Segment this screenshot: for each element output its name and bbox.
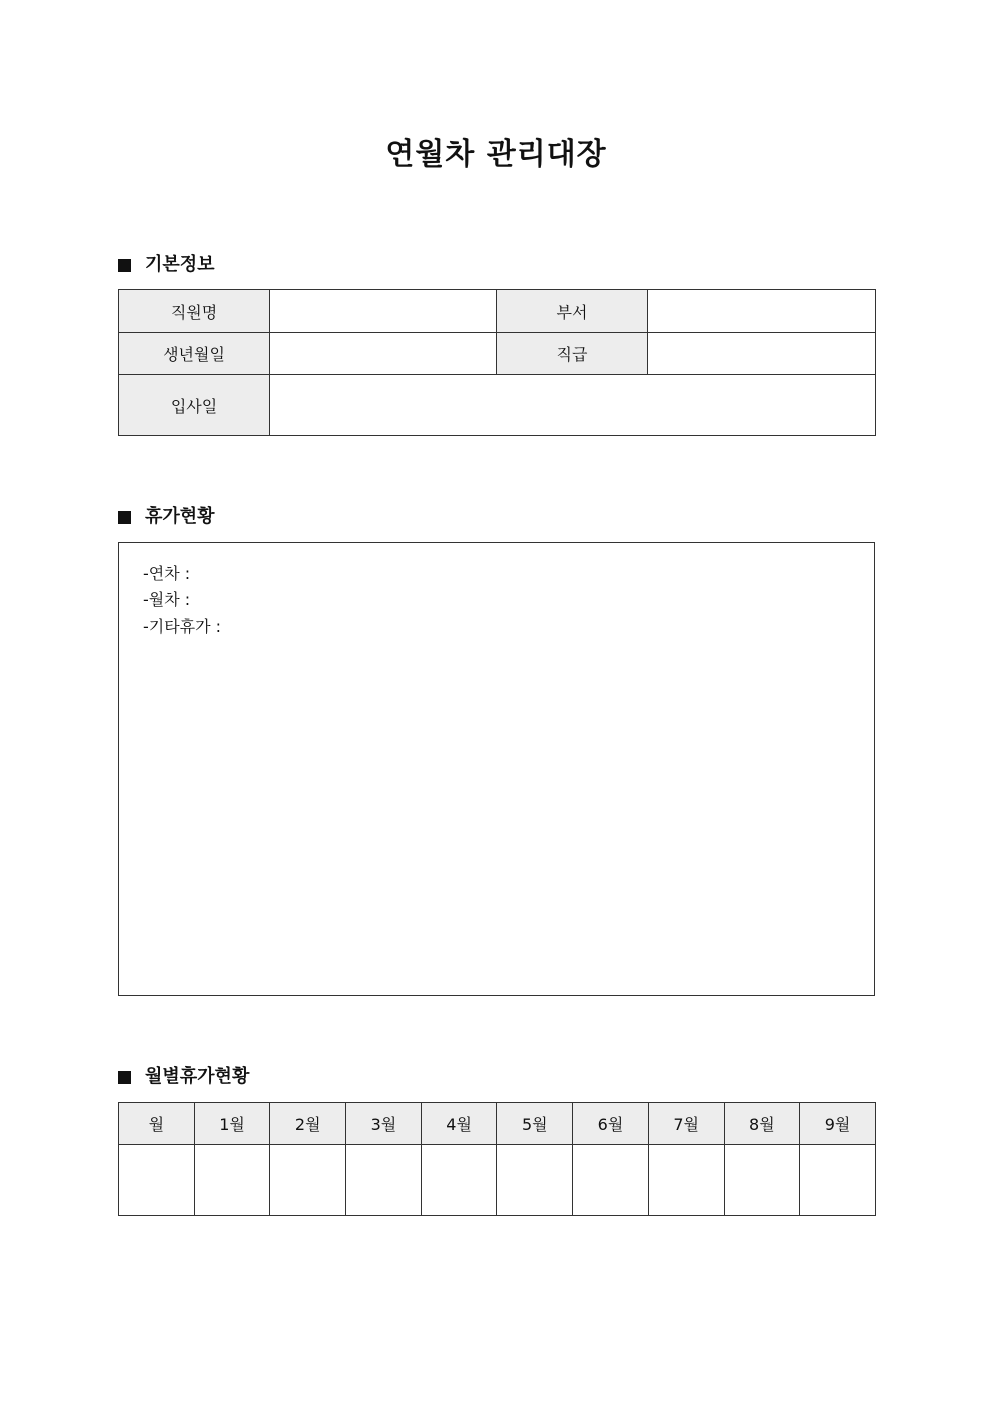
month-cell-5[interactable] [497,1145,573,1216]
leave-status-heading-text: 휴가현황 [145,506,215,527]
month-header-2: 2월 [270,1103,346,1145]
month-header-label: 월 [119,1103,195,1145]
month-cell-label[interactable] [119,1145,195,1216]
basic-info-heading-text: 기본정보 [145,254,215,275]
birth-date-field[interactable] [270,333,497,375]
month-cell-6[interactable] [573,1145,649,1216]
monthly-leave-line: -월차 : [143,590,191,609]
monthly-leave-table [118,1102,876,1216]
month-header-9: 9월 [800,1103,876,1145]
month-header-1: 1월 [194,1103,270,1145]
monthly-leave-heading [118,1064,249,1090]
month-cell-3[interactable] [346,1145,422,1216]
monthly-leave-heading-text: 월별휴가현황 [145,1066,250,1087]
birth-date-label: 생년월일 [119,333,270,375]
month-cell-7[interactable] [648,1145,724,1216]
employee-name-field[interactable] [270,290,497,333]
hire-date-label: 입사일 [119,375,270,436]
month-cell-4[interactable] [421,1145,497,1216]
employee-name-label: 직원명 [119,290,270,333]
month-header-7: 7월 [648,1103,724,1145]
leave-status-box[interactable] [118,542,875,996]
month-header-5: 5월 [497,1103,573,1145]
other-leave-line: -기타휴가 : [143,617,222,636]
department-label: 부서 [497,290,648,333]
basic-info-heading [118,252,215,278]
basic-info-table [118,289,876,436]
position-field[interactable] [648,333,876,375]
month-header-6: 6월 [573,1103,649,1145]
annual-leave-line: -연차 : [143,564,191,583]
month-header-4: 4월 [421,1103,497,1145]
position-label: 직급 [497,333,648,375]
leave-status-heading [118,504,215,530]
square-bullet-icon [118,511,131,524]
hire-date-field[interactable] [270,375,876,436]
month-cell-1[interactable] [194,1145,270,1216]
month-cell-9[interactable] [800,1145,876,1216]
month-cell-2[interactable] [270,1145,346,1216]
month-header-3: 3월 [346,1103,422,1145]
square-bullet-icon [118,1071,131,1084]
department-field[interactable] [648,290,876,333]
document-title: 연월차 관리대장 [385,137,607,172]
month-header-8: 8월 [724,1103,800,1145]
month-cell-8[interactable] [724,1145,800,1216]
square-bullet-icon [118,259,131,272]
